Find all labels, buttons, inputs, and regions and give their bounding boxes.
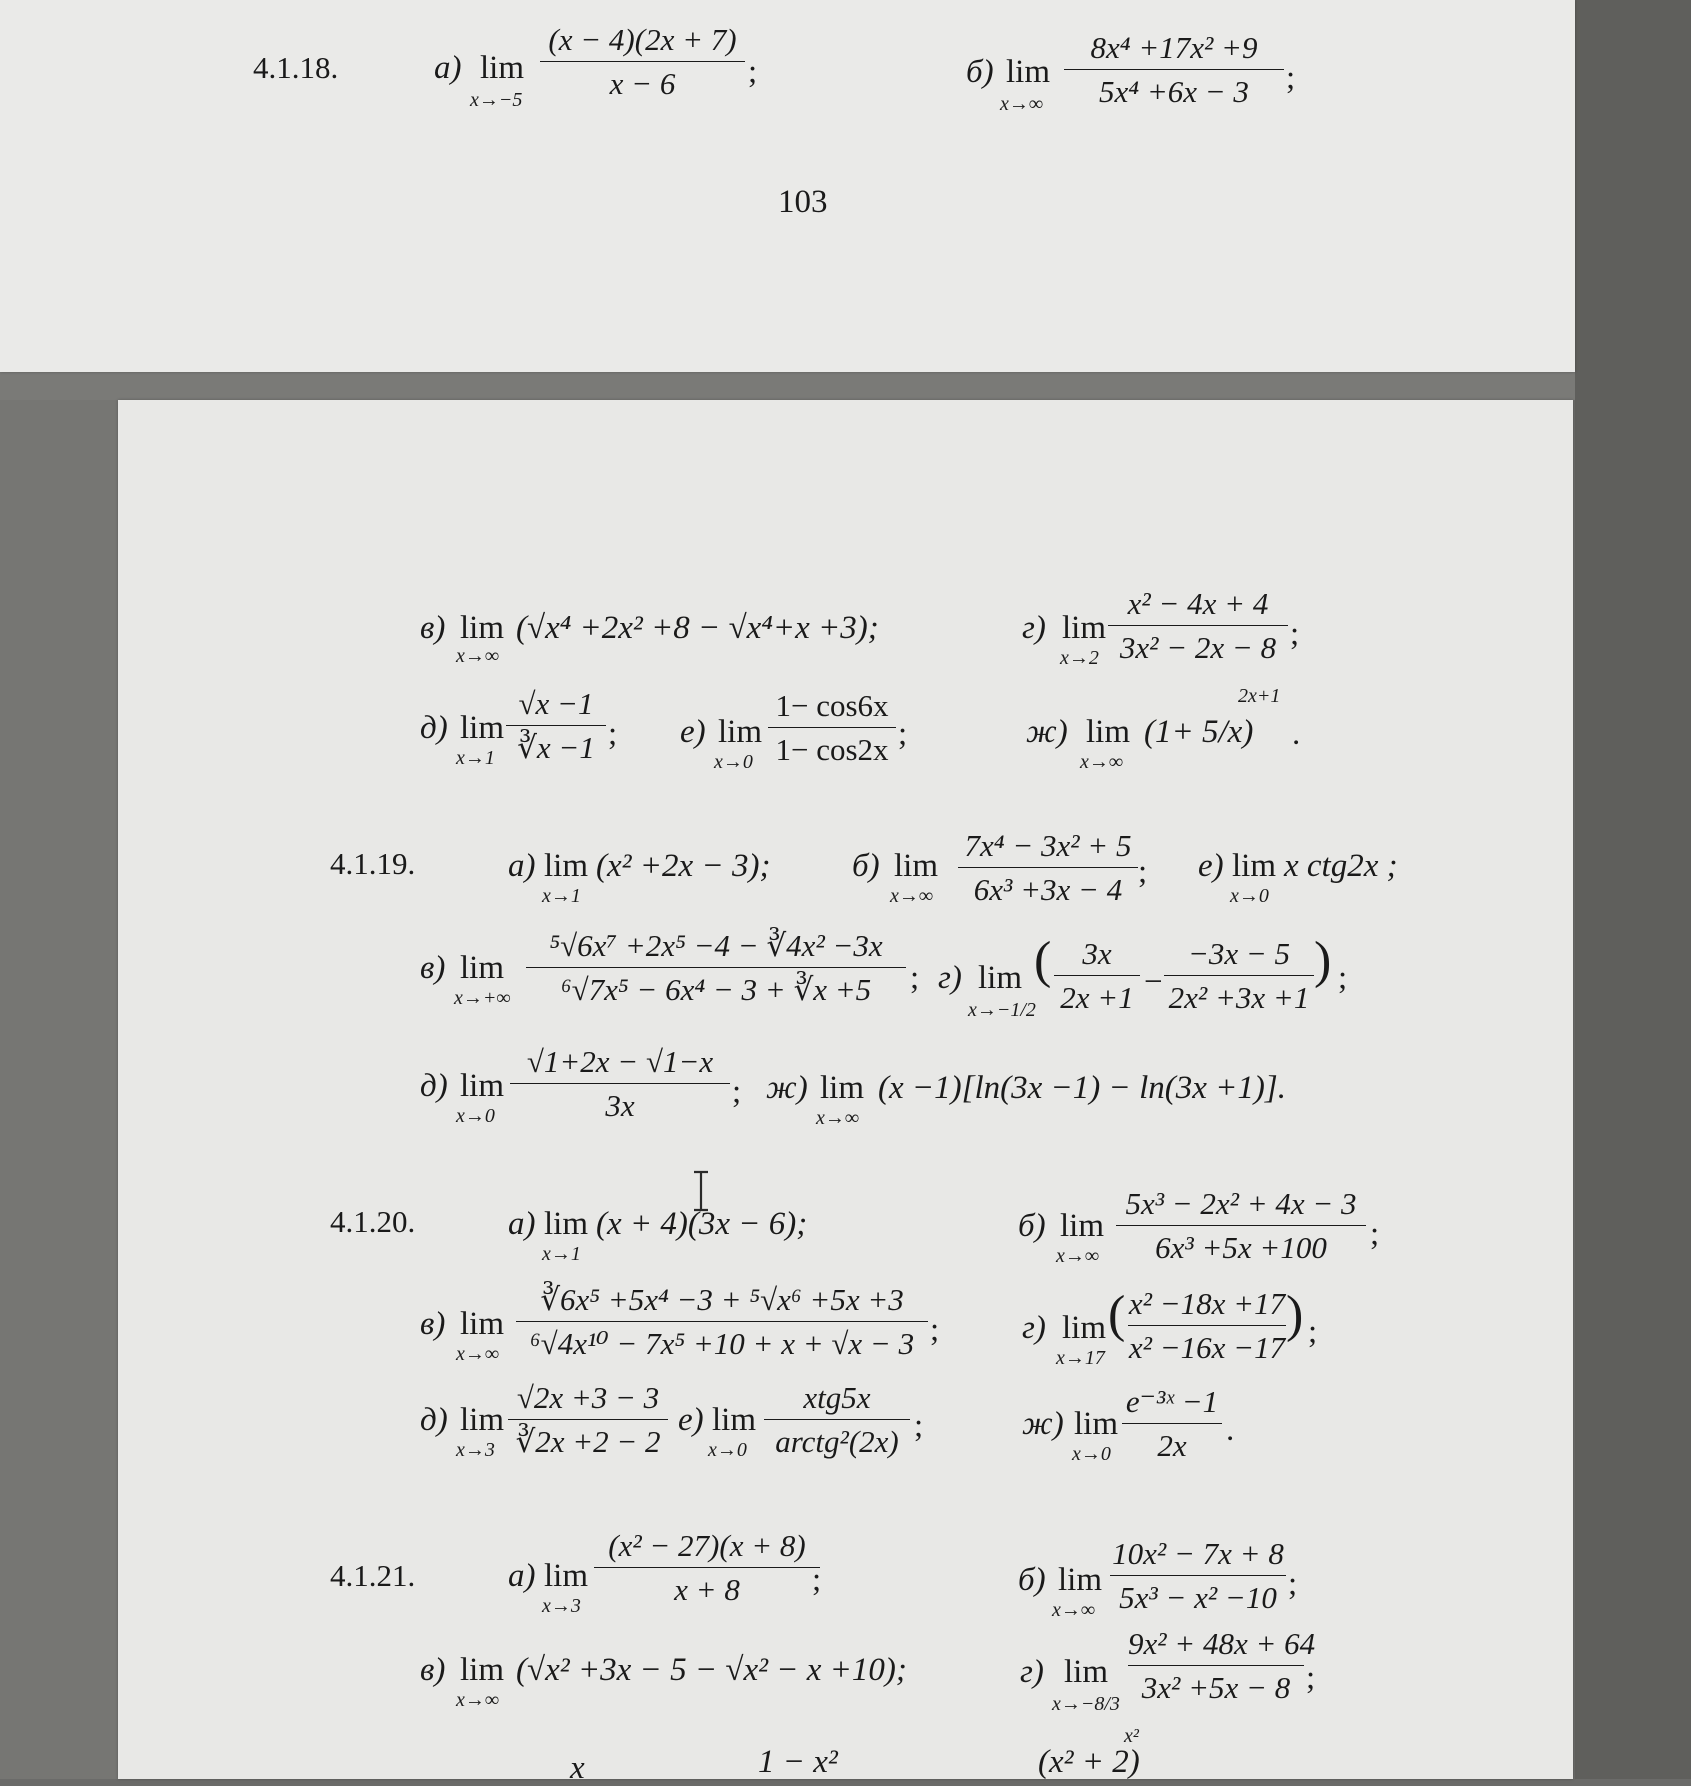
cut-off-text: x xyxy=(570,1750,585,1786)
lim-subscript: x→−1/2 xyxy=(968,999,1036,1021)
fraction xyxy=(1164,936,1314,1015)
lim-operator: lim xyxy=(544,1206,589,1242)
lim-operator: lim xyxy=(544,848,589,884)
lim-operator: lim xyxy=(460,1402,505,1438)
numerator: 3x xyxy=(1082,936,1112,971)
separator: ; xyxy=(1288,1566,1298,1602)
fraction-bar xyxy=(1122,1423,1222,1424)
fraction xyxy=(526,928,906,1007)
limit-expression: (x + 4)(3x − 6); xyxy=(596,1206,808,1242)
lim-operator: lim xyxy=(712,1402,757,1438)
numerator: ∛6x⁵ +5x⁴ −3 + ⁵√x⁶ +5x +3 xyxy=(540,1282,904,1317)
item-label: б) xyxy=(1018,1208,1046,1244)
separator: ; xyxy=(914,1408,924,1444)
separator: ; xyxy=(1306,1660,1316,1696)
fraction-bar xyxy=(508,1419,668,1420)
fraction-bar xyxy=(516,1321,928,1322)
lim-subscript: x→∞ xyxy=(1080,751,1124,773)
denominator: 3x² − 2x − 8 xyxy=(1119,629,1277,665)
denominator: 3x xyxy=(605,1087,635,1123)
item-label: е) xyxy=(1198,848,1224,884)
lim-subscript: x→∞ xyxy=(1056,1245,1100,1267)
text-cursor-icon xyxy=(690,1170,712,1212)
lim-subscript: x→3 xyxy=(542,1595,581,1617)
fraction xyxy=(1108,586,1288,665)
problem-number: 4.1.19. xyxy=(330,846,416,881)
numerator: 5x³ − 2x² + 4x − 3 xyxy=(1125,1186,1357,1221)
lim-operator: lim xyxy=(820,1070,865,1106)
bottom-page xyxy=(118,400,1573,1786)
limit-expression: (x² +2x − 3); xyxy=(596,848,771,884)
item-label: д) xyxy=(420,1068,448,1104)
lim-subscript: x→3 xyxy=(456,1439,495,1461)
lim-operator: lim xyxy=(460,1068,505,1104)
item-label: а) xyxy=(434,50,462,86)
denominator: x − 6 xyxy=(609,65,676,101)
denominator: 5x³ − x² −10 xyxy=(1119,1579,1277,1615)
item-label: а) xyxy=(508,1558,536,1594)
fraction xyxy=(516,1282,928,1361)
limit-expression: (1+ 5/x) xyxy=(1144,714,1254,750)
exponent: 2x+1 xyxy=(1238,685,1281,707)
problem-number: 4.1.20. xyxy=(330,1204,416,1239)
separator: ; xyxy=(1370,1216,1380,1252)
page-number: 103 xyxy=(778,184,828,220)
lim-subscript: x→−5 xyxy=(470,89,523,111)
limit-expression: x ctg2x ; xyxy=(1284,848,1398,884)
denominator: ∛2x +2 − 2 xyxy=(515,1423,661,1459)
fraction xyxy=(1128,1626,1316,1705)
fraction xyxy=(764,1380,910,1459)
numerator: √x −1 xyxy=(518,686,594,721)
lim-subscript: x→∞ xyxy=(1052,1599,1096,1621)
numerator: (x² − 27)(x + 8) xyxy=(608,1528,806,1563)
fraction-bar xyxy=(540,61,745,62)
lim-subscript: x→0 xyxy=(1230,885,1269,907)
background-desk xyxy=(1575,0,1691,1779)
denominator: ⁶√4x¹⁰ − 7x⁵ +10 + x + √x − 3 xyxy=(529,1325,915,1361)
fraction xyxy=(958,828,1138,907)
left-margin-shadow xyxy=(0,400,118,1779)
separator: . xyxy=(1292,716,1301,752)
page-gap xyxy=(0,372,1575,400)
item-label: д) xyxy=(420,1402,448,1438)
fraction-bar xyxy=(1128,1665,1304,1666)
fraction-bar xyxy=(506,725,606,726)
lim-subscript: x→0 xyxy=(1072,1443,1111,1465)
numerator: 10x² − 7x + 8 xyxy=(1112,1536,1284,1571)
numerator: e⁻³ˣ −1 xyxy=(1125,1384,1219,1419)
numerator: (x − 4)(2x + 7) xyxy=(548,22,737,57)
numerator: −3x − 5 xyxy=(1187,936,1291,971)
denominator: x + 8 xyxy=(674,1571,740,1607)
lim-operator: lim xyxy=(1086,714,1131,750)
close-paren: ) xyxy=(1314,932,1332,989)
fraction xyxy=(594,1528,820,1607)
lim-subscript: x→0 xyxy=(714,751,753,773)
numerator: √2x +3 − 3 xyxy=(516,1380,660,1415)
lim-operator: lim xyxy=(460,1652,505,1688)
separator: ; xyxy=(910,960,920,996)
fraction xyxy=(506,686,606,765)
numerator: x² −18x +17 xyxy=(1128,1286,1286,1321)
fraction xyxy=(508,1380,668,1459)
fraction-bar xyxy=(764,1419,910,1420)
cut-off-text: 1 − x² xyxy=(758,1744,838,1780)
item-label: г) xyxy=(1020,1654,1044,1690)
fraction-bar xyxy=(1116,1225,1366,1226)
separator: ; xyxy=(732,1074,742,1110)
fraction xyxy=(540,22,745,101)
minus-sign: − xyxy=(1144,964,1163,1000)
denominator: 6x³ +5x +100 xyxy=(1155,1229,1327,1265)
item-label: в) xyxy=(420,610,446,646)
fraction xyxy=(1054,936,1140,1015)
problem-number: 4.1.21. xyxy=(330,1558,416,1593)
item-label: е) xyxy=(680,714,706,750)
numerator: xtg5x xyxy=(803,1380,871,1415)
item-label: ж) xyxy=(1022,1406,1064,1442)
top-page xyxy=(0,0,1575,372)
lim-subscript: x→∞ xyxy=(456,1689,500,1711)
lim-subscript: x→∞ xyxy=(890,885,934,907)
lim-subscript: x→∞ xyxy=(1000,93,1044,115)
lim-operator: lim xyxy=(978,960,1023,996)
lim-subscript: x→17 xyxy=(1056,1347,1105,1369)
item-label: ж) xyxy=(766,1070,808,1106)
lim-operator: lim xyxy=(1064,1654,1109,1690)
fraction-bar xyxy=(594,1567,820,1568)
denominator: x² −16x −17 xyxy=(1128,1329,1286,1365)
lim-operator: lim xyxy=(1060,1208,1105,1244)
numerator: x² − 4x + 4 xyxy=(1127,586,1269,621)
limit-expression: (x −1)[ln(3x −1) − ln(3x +1)]. xyxy=(878,1070,1286,1106)
problem-number: 4.1.18. xyxy=(253,50,339,85)
lim-operator: lim xyxy=(1062,1310,1107,1346)
lim-operator: lim xyxy=(894,848,939,884)
fraction xyxy=(1128,1286,1286,1365)
lim-subscript: x→0 xyxy=(456,1105,495,1127)
lim-subscript: x→∞ xyxy=(816,1107,860,1129)
numerator: ⁵√6x⁷ +2x⁵ −4 − ∛4x² −3x xyxy=(549,928,883,963)
lim-subscript: x→∞ xyxy=(456,1343,500,1365)
separator: ; xyxy=(930,1312,940,1348)
lim-subscript: x→1 xyxy=(542,1243,581,1265)
separator: . xyxy=(1226,1412,1235,1448)
close-paren: ) xyxy=(1286,1286,1304,1343)
fraction-bar xyxy=(958,867,1138,868)
item-label: д) xyxy=(420,710,448,746)
fraction xyxy=(768,688,896,767)
lim-operator: lim xyxy=(460,610,505,646)
item-label: а) xyxy=(508,848,536,884)
separator: ; xyxy=(1290,616,1300,652)
separator: ; xyxy=(608,716,618,752)
open-paren: ( xyxy=(1108,1286,1126,1343)
lim-operator: lim xyxy=(1232,848,1277,884)
lim-subscript: x→∞ xyxy=(456,645,500,667)
numerator: 9x² + 48x + 64 xyxy=(1128,1626,1316,1661)
lim-subscript: x→−8/3 xyxy=(1052,1693,1120,1715)
item-label: г) xyxy=(1022,1310,1046,1346)
item-label: в) xyxy=(420,1652,446,1688)
lim-operator: lim xyxy=(460,950,505,986)
item-label: в) xyxy=(420,1306,446,1342)
fraction xyxy=(1122,1384,1222,1463)
separator: ; xyxy=(1138,854,1148,890)
lim-operator: lim xyxy=(1058,1562,1103,1598)
item-label: а) xyxy=(508,1206,536,1242)
denominator: 3x² +5x − 8 xyxy=(1141,1669,1291,1705)
lim-subscript: x→1 xyxy=(542,885,581,907)
item-label: г) xyxy=(938,960,962,996)
lim-operator: lim xyxy=(544,1558,589,1594)
denominator: ⁶√7x⁵ − 6x⁴ − 3 + ∛x +5 xyxy=(560,971,872,1007)
numerator: 1− cos6x xyxy=(775,688,889,723)
lim-operator: lim xyxy=(480,50,525,86)
lim-operator: lim xyxy=(1074,1406,1119,1442)
fraction-bar xyxy=(1110,1575,1286,1576)
fraction-bar xyxy=(1108,625,1288,626)
separator: ; xyxy=(898,716,908,752)
denominator: 2x xyxy=(1157,1427,1187,1463)
limit-expression: (√x² +3x − 5 − √x² − x +10); xyxy=(516,1652,907,1688)
denominator: ∛x −1 xyxy=(517,729,595,765)
item-label: ж) xyxy=(1026,714,1068,750)
fraction-bar xyxy=(768,727,896,728)
lim-operator: lim xyxy=(718,714,763,750)
fraction-bar xyxy=(526,967,906,968)
fraction xyxy=(510,1044,730,1123)
lim-subscript: x→1 xyxy=(456,747,495,769)
fraction-bar xyxy=(1054,975,1140,976)
numerator: 8x⁴ +17x² +9 xyxy=(1090,30,1258,65)
denominator: 5x⁴ +6x − 3 xyxy=(1099,73,1249,109)
numerator: 7x⁴ − 3x² + 5 xyxy=(964,828,1132,863)
fraction xyxy=(1116,1186,1366,1265)
separator: ; xyxy=(1308,1314,1318,1350)
separator: ; xyxy=(1286,60,1296,96)
denominator: 2x² +3x +1 xyxy=(1168,979,1310,1015)
separator: ; xyxy=(812,1562,822,1598)
item-label: б) xyxy=(852,848,880,884)
separator: ; xyxy=(748,54,758,90)
item-label: г) xyxy=(1022,610,1046,646)
item-label: б) xyxy=(1018,1562,1046,1598)
open-paren: ( xyxy=(1034,932,1052,989)
fraction-bar xyxy=(510,1083,730,1084)
denominator: 2x +1 xyxy=(1060,979,1134,1015)
fraction xyxy=(1110,1536,1286,1615)
lim-operator: lim xyxy=(1062,610,1107,646)
numerator: √1+2x − √1−x xyxy=(526,1044,714,1079)
item-label: в) xyxy=(420,950,446,986)
separator: ; xyxy=(1338,960,1348,996)
lim-operator: lim xyxy=(1006,54,1051,90)
fraction-bar xyxy=(1164,975,1314,976)
fraction xyxy=(1064,30,1284,109)
item-label: б) xyxy=(966,54,994,90)
lim-subscript: x→+∞ xyxy=(454,987,511,1009)
lim-operator: lim xyxy=(460,710,505,746)
limit-expression: (√x⁴ +2x² +8 − √x⁴+x +3); xyxy=(516,610,879,646)
denominator: arctg²(2x) xyxy=(775,1423,899,1459)
fraction-bar xyxy=(1064,69,1284,70)
denominator: 1− cos2x xyxy=(775,731,889,767)
denominator: 6x³ +3x − 4 xyxy=(973,871,1123,907)
lim-subscript: x→2 xyxy=(1060,647,1099,669)
lim-subscript: x→0 xyxy=(708,1439,747,1461)
lim-operator: lim xyxy=(460,1306,505,1342)
fraction-bar xyxy=(1128,1325,1286,1326)
cut-off-text: (x² + 2) xyxy=(1038,1744,1140,1780)
cut-off-text: x² xyxy=(1124,1725,1139,1747)
item-label: е) xyxy=(678,1402,704,1438)
